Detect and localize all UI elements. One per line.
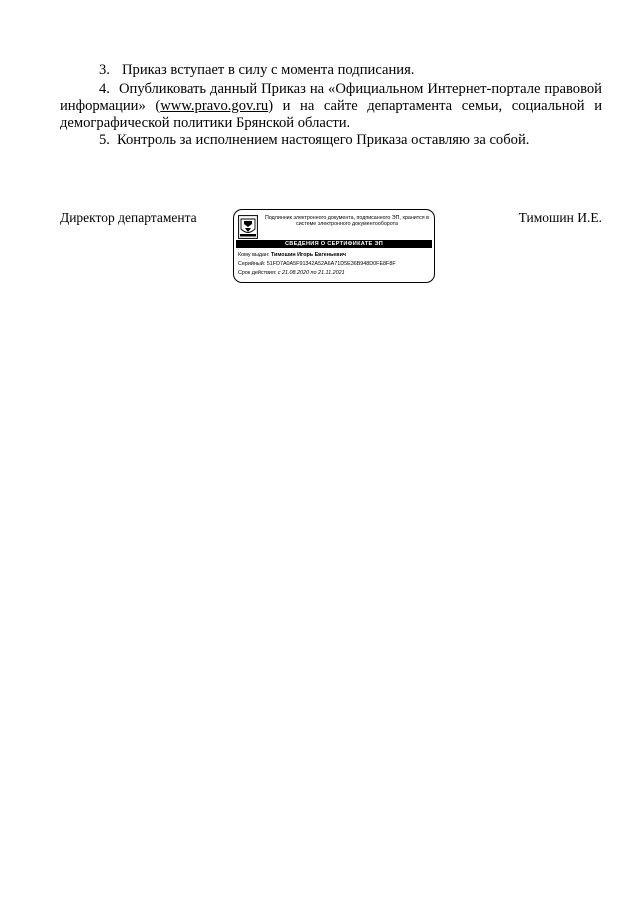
paragraph-4-number: 4. [99, 81, 110, 97]
paragraph-4-text-end: ) и на сайте департамента семьи, социальной и демографической политики Брянской области. [60, 98, 603, 131]
certificate-validity-row [238, 270, 432, 277]
electronic-signature-stamp [233, 209, 435, 283]
validity-label: Срок действия: [238, 270, 277, 276]
paragraph-3-text: Приказ вступает в силу с момента подписания. [122, 62, 415, 78]
validity-value: с 21.08.2020 по 21.11.2021 [277, 270, 345, 276]
signatory-position: Директор департамента [60, 210, 197, 225]
paragraph-4 [60, 81, 602, 132]
paragraph-3 [60, 62, 602, 79]
certificate-owner-row [238, 252, 432, 259]
pravo-link[interactable]: www.pravo.gov.ru [160, 98, 269, 114]
paragraph-4-text-start: Опубликовать данный Приказ на «Официальном Интернет-портале правовой информации» ( [60, 81, 602, 114]
paragraph-5 [60, 132, 602, 149]
signatory-name: Тимошин И.Е. [518, 210, 602, 225]
owner-label: Кому выдан: [238, 252, 270, 258]
certificate-serial-row [238, 261, 432, 268]
owner-value: Тимошин Игорь Евгеньевич [270, 252, 347, 258]
serial-value: 51FD7A0A5F91342A52A6A71D5E36B948D0FE8F8F [266, 261, 396, 267]
serial-label: Серийный: [238, 261, 266, 267]
coat-of-arms-icon [238, 215, 258, 239]
paragraph-5-number: 5. [99, 132, 110, 148]
stamp-header: Подлинник электронного документа, подписанного ЭП, хранится в системе электронного документооборота [265, 215, 429, 228]
paragraph-3-number: 3. [99, 62, 110, 78]
certificate-info-bar: СВЕДЕНИЯ О СЕРТИФИКАТЕ ЭП [236, 240, 432, 248]
paragraph-5-text: Контроль за исполнением настоящего Приказа оставляю за собой. [117, 132, 530, 148]
